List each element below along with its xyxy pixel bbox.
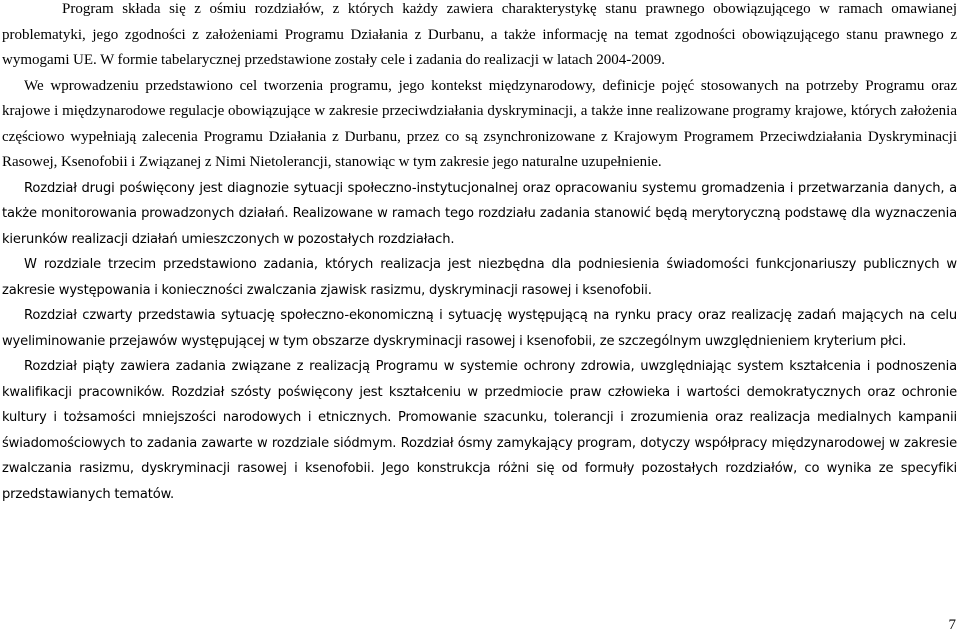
page-number: 7 bbox=[948, 617, 956, 633]
paragraph-program-structure: Program składa się z ośmiu rozdziałów, z których każdy zawiera charakterystykę stanu prawnego obowiązującego w ramach omawianej problematyki, jego zgodności z założeniami Programu Działania z Durbanu, a także informację na temat zgodności obowiązującego stanu prawnego z wymogami UE. W formie tabelarycznej przedstawione zostały cele i zadania do realizacji w latach 2004-2009. bbox=[2, 1, 957, 68]
paragraph-chapter-three: W rozdziale trzecim przedstawiono zadania, których realizacja jest niezbędna dla podniesienia świadomości funkcjonariuszy publicznych w zakresie występowania i konieczności zwalczania zjawisk rasizmu, dyskryminacji rasowej i ksenofobii. bbox=[2, 257, 957, 298]
paragraph-introduction: We wprowadzeniu przedstawiono cel tworzenia programu, jego kontekst międzynarodowy, definicje pojęć stosowanych na potrzeby Programu oraz krajowe i międzynarodowe regulacje obowiązujące w zakresie przeciwdziałania dyskryminacji, a także inne realizowane programy krajowe, których założenia częściowo wypełniają zalecenia Programu Działania z Durbanu, przez co są zsynchronizowane z Krajowym Programem Przeciwdziałania Dyskryminacji Rasowej, Ksenofobii i Związanej z Nimi Nietolerancji, stanowiąc w tym zakresie jego naturalne uzupełnienie. bbox=[2, 77, 957, 170]
paragraph-chapter-two: Rozdział drugi poświęcony jest diagnozie sytuacji społeczno-instytucjonalnej oraz opracowaniu systemu gromadzenia i przetwarzania danych, a także monitorowania prowadzonych działań. Realizowane w ramach tego rozdziału zadania stanowić będą merytoryczną podstawę dla wyznaczenia kierunków realizacji działań umieszczonych w pozostałych rozdziałach. bbox=[2, 180, 957, 247]
paragraph-chapters-five-to-eight: Rozdział piąty zawiera zadania związane z realizacją Programu w systemie ochrony zdrowia, uwzględniając system kształcenia i podnoszenia kwalifikacji pracowników. Rozdział szósty poświęcony jest kształceniu w przedmiocie praw człowieka i wartości demokratycznych oraz ochronie kultury i tożsamości mniejszości narodowych i etnicznych. Promowanie szacunku, tolerancji i zrozumienia oraz realizacja medialnych kampanii świadomościowych to zadania zawarte w rozdziale siódmym. Rozdział ósmy zamykający program, dotyczy współpracy międzynarodowej w zakresie zwalczania rasizmu, dyskryminacji rasowej i ksenofobii. Jego konstrukcja różni się od formuły pozostałych rozdziałów, co wynika ze specyfiki przedstawianych tematów. bbox=[2, 359, 957, 502]
document-body bbox=[2, 0, 957, 507]
paragraph-chapter-four: Rozdział czwarty przedstawia sytuację społeczno-ekonomiczną i sytuację występującą na rynku pracy oraz realizację zadań mających na celu wyeliminowanie przejawów występującej w tym obszarze dyskryminacji rasowej i ksenofobii, ze szczególnym uwzględnieniem kryterium płci. bbox=[2, 308, 957, 349]
